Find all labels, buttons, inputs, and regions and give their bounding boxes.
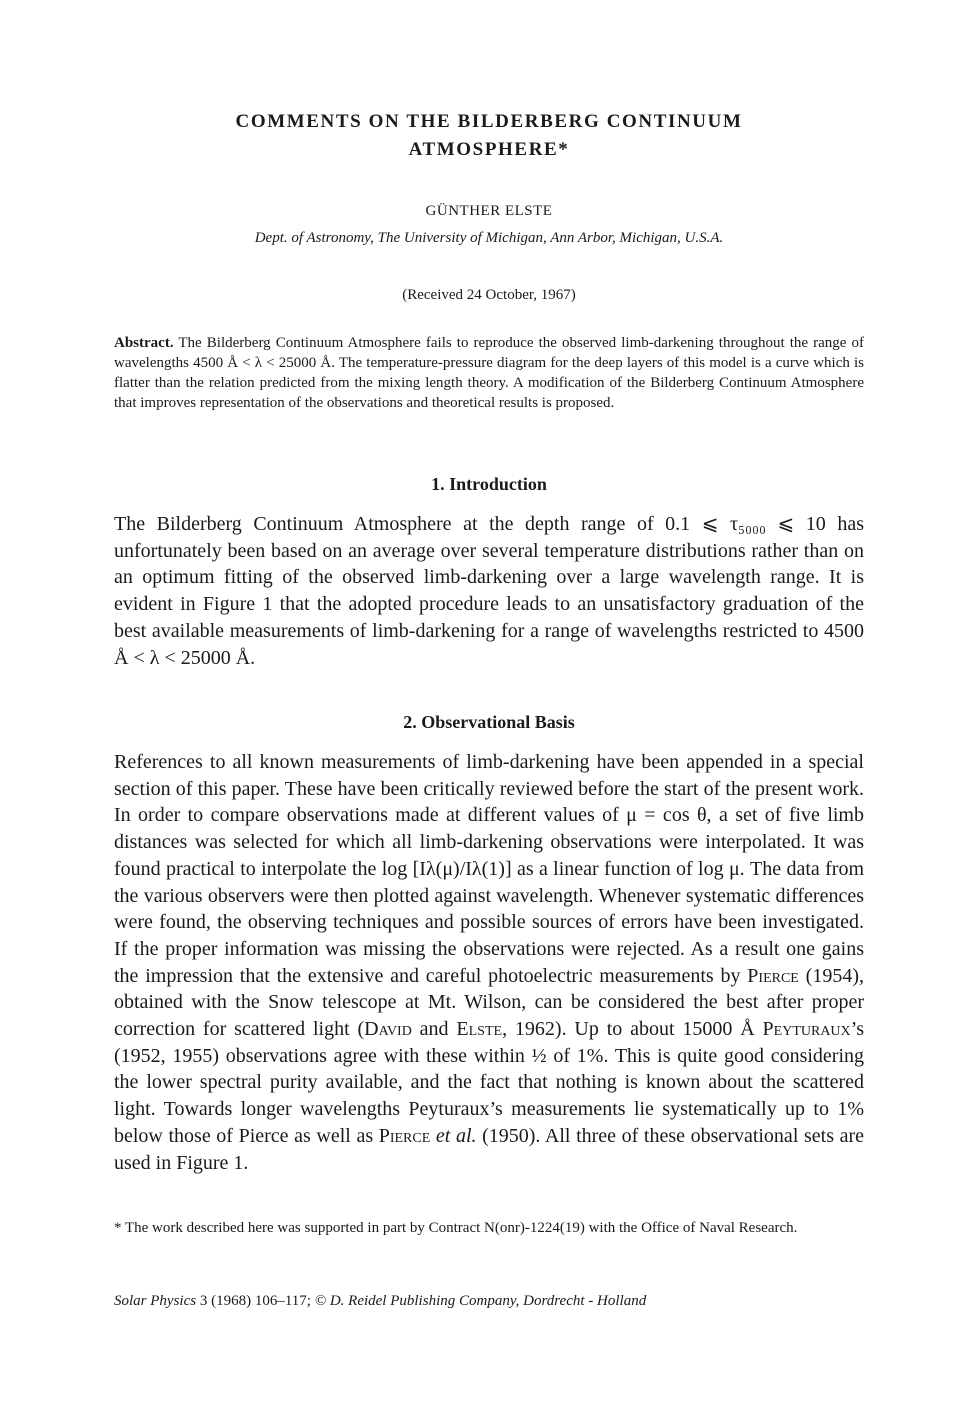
introduction-paragraph: The Bilderberg Continuum Atmosphere at the depth range of 0.1 ⩽ τ₅₀₀₀ ⩽ 10 has unfortunately been based on an average over several temperature distributions rather than on an optimum fitting of the observed limb-darkening over a large wavelength range. It is evident in Figure 1 that the adopted procedure leads to an unsatisfactory graduation of the best available measurements of limb-darkening for a range of wavelengths restricted to 4500 Å < λ < 25000 Å. — [114, 513, 864, 669]
abstract-text: The Bilderberg Continuum Atmosphere fails to reproduce the observed limb-darkening throughout the range of wavelengths 4500 Å < λ < 25000 Å. The temperature-pressure diagram for the deep layers of this model is a curve which is flatter than the relation predicted from the mixing length theory. A modification of the Bilderberg Continuum Atmosphere that improves representation of the observations and theoretical results is proposed. — [114, 335, 864, 411]
paper-title — [114, 108, 864, 164]
section-heading-introduction: 1. Introduction — [431, 474, 547, 494]
title-line-2: ATMOSPHERE* — [408, 139, 570, 160]
observational-basis-paragraph: References to all known measurements of limb-darkening have been appended in a special section of this paper. These have been critically reviewed before the start of the present work. In order to compare observations made at different values of μ = cos θ, a set of five limb distances was selected for which all limb-darkening observations were interpolated. It was found practical to interpolate the log [Iλ(μ)/Iλ(1)] as a linear function of log μ. The data from the various observers were then plotted against wavelength. Whenever systematic differences were found, the observing techniques and possible sources of errors have been investigated. If the proper information was missing the observations were rejected. As a result one gains the impression that the extensive and careful photoelectric measurements by Pierce (1954), obtained with the Snow telescope at Mt. Wilson, can be considered the best after proper correction for scattered light (David and Elste, 1962). Up to about 15000 Å Peyturaux’s (1952, 1955) observations agree with these within ½ of 1%. This is quite good considering the lower spectral purity available, and the fact that nothing is known about the scattered light. Towards longer wavelengths Peyturaux’s measurements lie systematically up to 1% below those of Pierce as well as Pierce et al. (1950). All three of these observational sets are used in Figure 1. — [114, 751, 864, 1174]
citation-pierce: Pierce — [747, 964, 799, 987]
title-line-1: COMMENTS ON THE BILDERBERG CONTINUUM — [235, 111, 743, 132]
journal-volume: 3 (1968) 106–117; — [196, 1293, 315, 1309]
citation-elste: Elste — [456, 1018, 503, 1041]
journal-name: Solar Physics — [114, 1293, 197, 1309]
author-name: GÜNTHER ELSTE — [425, 203, 553, 219]
citation-david: David — [364, 1018, 412, 1041]
journal-citation — [114, 1293, 864, 1310]
abstract — [114, 333, 864, 413]
abstract-label: Abstract. — [114, 335, 174, 351]
section-heading-observational-basis: 2. Observational Basis — [403, 712, 575, 732]
footnote: * The work described here was supported in part by Contract N(onr)-1224(19) with the Office of Naval Research. — [114, 1220, 798, 1236]
citation-pierce-etal: Pierce — [378, 1124, 431, 1147]
journal-publisher: © D. Reidel Publishing Company, Dordrecht - Holland — [314, 1293, 647, 1309]
citation-peyturaux: Peyturaux — [762, 1018, 851, 1041]
received-date: (Received 24 October, 1967) — [402, 287, 576, 303]
author-affiliation: Dept. of Astronomy, The University of Michigan, Ann Arbor, Michigan, U.S.A. — [254, 230, 724, 246]
